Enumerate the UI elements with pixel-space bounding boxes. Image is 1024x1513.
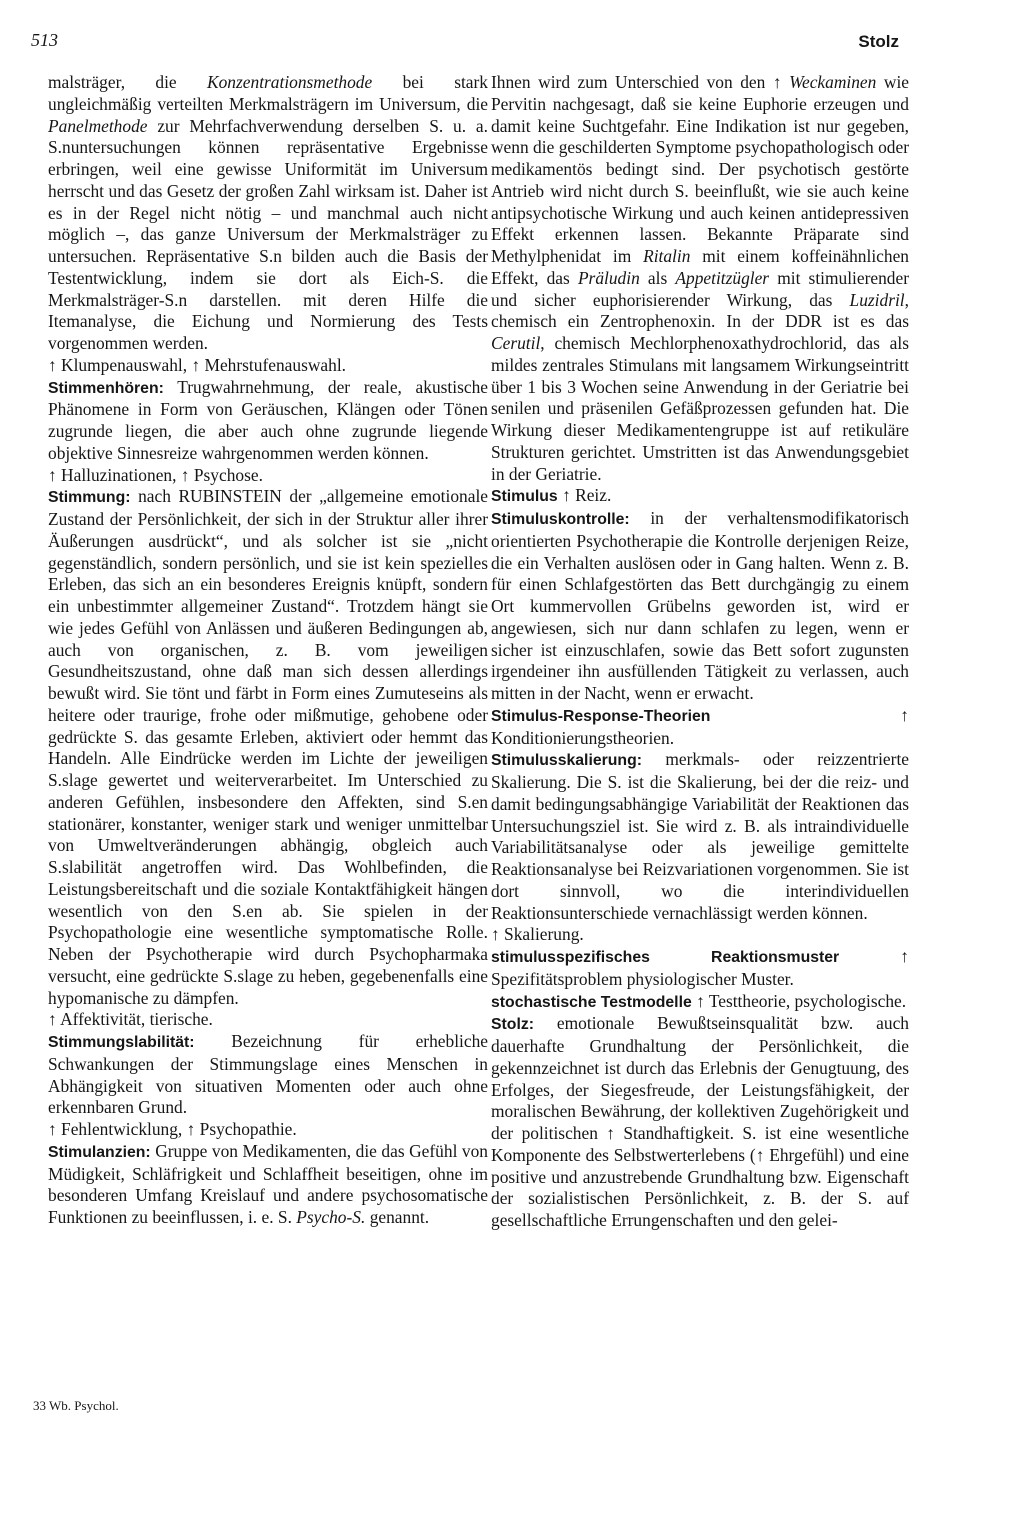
entry-stolz: Stolz: emotionale Bewußtseinsqualität bzw. auch dauerhafte Grundhaltung der Persönlichkeit, die gekennzeichnet ist durch das Erlebnis der Genugtuung, des Erfolges, der Siegesfreude, der Leistungsfähigkeit, der moralischen Bewährung, der kollektiven Zugehörigkeit und der politischen ↑ Standhaftigkeit. S. ist eine wesentliche Komponente des Selbstwerterlebens (↑ Ehrgefühl) und eine positive und anzustrebende Grundhaltung bzw. Eigenschaft der sozialistischen Persönlichkeit, z. B. der S. auf gesellschaftliche Errungenschaften und den gelei- <box>491 1013 909 1230</box>
entry-headword: Stimulusskalierung: <box>491 752 642 770</box>
entry-stimuluskontrolle: Stimuluskontrolle: in der verhaltensmodifikatorisch orientierten Psychotherapie die Kontrolle derjenigen Reize, die ein Verhalten auslösen oder in Gang halten. Wenn z. B. für einen Schlafgestörten das Bett durchgängig zu einem Ort kummervollen Grübelns geworden ist, wird er angewiesen, sich nur dann schlafen zu legen, wenn er sicher ist einzuschlafen, sowie das Bett sofort zugunsten irgendeiner ihn ausfüllenden Tätigkeit zu verlassen, auch mitten in der Nacht, wenn er erwacht. <box>491 508 909 703</box>
cross-reference: ↑ Affektivität, tierische. <box>48 1009 213 1030</box>
signature-mark: 33 Wb. Psychol. <box>33 1398 119 1413</box>
running-head: Stolz <box>858 32 899 51</box>
entry-headword: stimulusspezifisches Reaktionsmuster <box>491 949 840 966</box>
entry-headword: Stimmung: <box>48 489 131 507</box>
right-column <box>491 72 909 1232</box>
cross-reference: ↑ Skalierung. <box>491 924 584 945</box>
cross-reference: ↑ Klumpenauswahl, ↑ Mehrstufenauswahl. <box>48 354 346 375</box>
cross-reference: ↑ Fehlentwicklung, ↑ Psychopathie. <box>48 1119 297 1139</box>
entry-headword: Stimulus-Response-Theorien <box>491 707 711 725</box>
entry-stimmung: Stimmung: nach RUBINSTEIN der „allgemeine emotionale Zustand der Persönlichkeit, der sich in der Struktur aller ihrer Äußerungen ausdrückt“, und als solcher ist sie „nicht gegenständlich, sondern persönlich, und sie ist kein spezielles Erleben, das sich an ein besonderes Ereignis knüpft, sondern ein unbestimmter allgemeiner Zustand“. Trotzdem hängt sie wie jedes Gefühl von Anlässen und äußeren Bedingungen ab, auch von organischen, z. B. vom jeweiligen Gesundheitszustand, ohne daß man sich dessen allerdings bewußt wird. Sie tönt und färbt in Form eines Zumuteseins als heitere oder traurige, frohe oder mißmutige, gehobene oder gedrückte S. das gesamte Erleben, aktiviert oder hemmt das Handeln. Alle Eindrücke werden im Lichte der jeweiligen S.slage gewertet und weiterverarbeitet. Im Unterschied zu anderen Gefühlen, insbesondere den Affekten, sind S.en stationärer, konstanter, weniger stark und weniger unmittelbar von Umweltveränderungen abhängig, obgleich auch S.slabilität angetroffen wird. Das Wohlbefinden, die Leistungsbereitschaft und die soziale Kontaktfähigkeit hängen wesentlich von den S.en ab. Sie spielen in der Psychopathologie eine wesentliche symptomatische Rolle. Neben der Psychotherapie wird durch Psychopharmaka versucht, eine gedrückte S.slage zu heben, gegebenenfalls eine hypomanische zu dämpfen. <box>48 486 488 1008</box>
entry-headword: Stolz: <box>491 1016 534 1034</box>
page-number: 513 <box>31 30 58 50</box>
entry-headword: Stimmungslabilität: <box>48 1034 195 1051</box>
entry-headword: Stimulanzien: <box>48 1143 151 1161</box>
entry-stimmungslabilitaet: Stimmungslabilität: Bezeichnung für erhebliche Schwankungen der Stimmungslage eines Menschen in Abhängigkeit von situativen Momenten oder auch ohne erkennbaren Grund. <box>48 1031 488 1118</box>
entry-stimulus-response-theorien: Stimulus-Response-Theorien ↑ Konditionierungstheorien. <box>491 704 909 748</box>
entry-headword: stochastische Testmodelle <box>491 993 692 1011</box>
entry-headword: Stimulus <box>491 488 558 506</box>
entry-headword: Stimmenhören: <box>48 379 164 397</box>
left-column <box>48 72 488 1229</box>
entry-headword: Stimuluskontrolle: <box>491 511 630 528</box>
entry-reaktionsmuster: stimulusspezifisches Reaktionsmuster ↑ Spezifitätsproblem physiologischer Muster. <box>491 946 910 989</box>
cross-reference: ↑ Halluzinationen, ↑ Psychose. <box>48 464 263 485</box>
entry-stimulanzien: Stimulanzien: Gruppe von Medikamenten, die das Gefühl von Müdigkeit, Schläfrigkeit und Schlaffheit beseitigen, ohne im besonderen Umfang Kreislauf und andere psychosomatische Funktionen zu beeinflussen, i. e. S. Psycho-S. genannt. <box>48 1140 488 1227</box>
entry-stimulusskalierung: Stimulusskalierung: merkmals- oder reizzentrierte Skalierung. Die S. ist die Skalierung, bei der die reiz- und damit bedingungsabhängige Variabilität der Reaktionen das Untersuchungsziel ist. Sie wird z. B. als intraindividuelle Variabilitätsanalyse oder als jeweilige gemittelte Reaktionsanalyse bei Reizvariationen vorgenommen. Sie ist dort sinnvoll, wo die interindividuellen Reaktionsunterschiede vernachlässigt werden können. <box>491 749 909 923</box>
entry-testmodelle: stochastische Testmodelle ↑ Testtheorie, psychologische. <box>491 990 907 1011</box>
entry-stimmenhoeren: Stimmenhören: Trugwahrnehmung, der reale, akustische Phänomene in Form von Geräuschen, Klängen oder Tönen zugrunde liegen, die aber auch ohne zugrunde liegende objektive Sinnesreize wahrgenommen werden können. <box>48 376 488 463</box>
entry-stichprobe-continued: malsträger, die Konzentrationsmethode bei stark ungleichmäßig verteilten Merkmalsträgern im Universum, die Panelmethode zur Mehrfachverwendung derselben S. u. a. S.nuntersuchungen können repräsentative Ergebnisse erbringen, weil eine gewisse Uniformität im Universum herrscht und das Gesetz der großen Zahl wirksam ist. Daher ist es in der Regel nicht nötig – und manchmal auch nicht möglich –, das ganze Universum der Merkmalsträger zu untersuchen. Repräsentative S.n bilden auch die Basis der Testentwicklung, indem sie dort als Eich-S. die Merkmalsträger-S.n darstellen. mit deren Hilfe die Itemanalyse, die Eichung und Normierung des Tests vorgenommen werden. <box>48 72 488 353</box>
entry-stimulanzien-continued: Ihnen wird zum Unterschied von den ↑ Weckaminen wie Pervitin nachgesagt, daß sie keine Euphorie erzeugen und damit keine Suchtgefahr. Eine Indikation ist nur gegeben, wenn die geschilderten Symptome psychopathologisch oder medikamentös bedingt sind. Der psychotisch gestörte Antrieb wird nicht durch S. beeinflußt, wie sie auch keine antipsychotische Wirkung und auch keinen antidepressiven Effekt erkennen lassen. Bekannte Präparate sind Methylphenidat im Ritalin mit einem koffeinähnlichen Effekt, das Präludin als Appetitzügler mit stimulierender und sicher euphorisierender Wirkung, das Luzidril, chemisch ein Zentrophenoxin. In der DDR ist es das Cerutil, chemisch Mechlorphenoxathydrochlorid, das als mildes zentrales Stimulans mit langsamem Wirkungseintritt über 1 bis 3 Wochen seine Anwendung in der Geriatrie bei senilen und präsenilen Gefäßprozessen gefunden hat. Die Wirkung dieser Medikamentengruppe ist auf retikuläre Strukturen gerichtet. Umstritten ist das Anwendungsgebiet in der Geriatrie. <box>491 72 909 484</box>
entry-stimulus: Stimulus ↑ Reiz. <box>491 485 612 506</box>
